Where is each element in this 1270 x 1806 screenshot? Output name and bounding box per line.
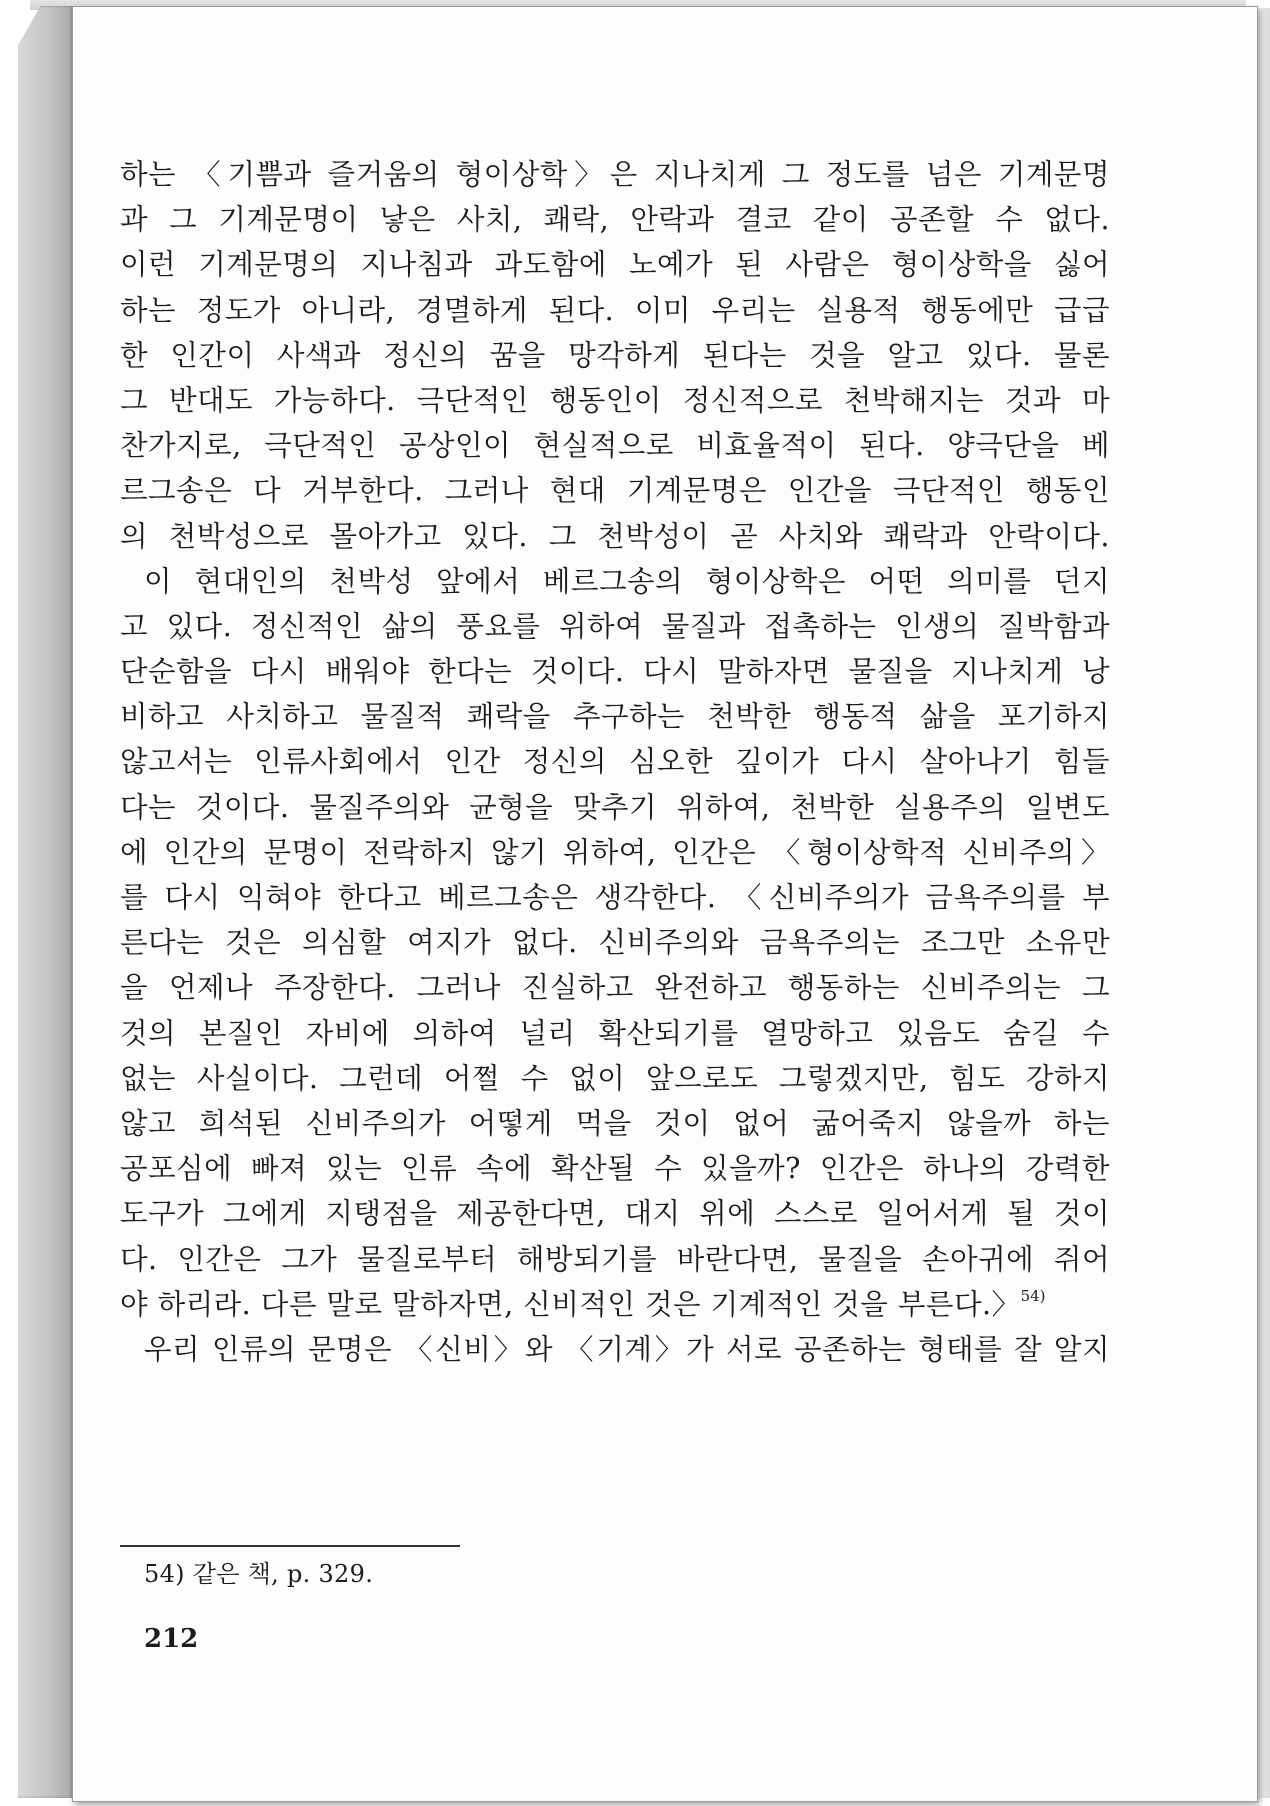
- text-line: 다. 인간은 그가 물질로부터 해방되기를 바란다면, 물질을 손아귀에 쥐어: [120, 1242, 1110, 1276]
- text-line: 에 인간의 문명이 전락하지 않기 위하여, 인간은 〈형이상학적 신비주의〉: [120, 835, 1110, 869]
- footnote-divider: [120, 1545, 460, 1547]
- page-number: 212: [144, 1624, 199, 1654]
- text-line: 그 반대도 가능하다. 극단적인 행동인이 정신적으로 천박해지는 것과 마: [120, 383, 1110, 417]
- text-line: 른다는 것은 의심할 여지가 없다. 신비주의와 금욕주의는 조그만 소유만: [120, 926, 1110, 960]
- text-line: 이 현대인의 천박성 앞에서 베르그송의 형이상학은 어떤 의미를 던지: [144, 564, 1110, 598]
- text-line: 비하고 사치하고 물질적 쾌락을 추구하는 천박한 행동적 삶을 포기하지: [120, 700, 1110, 734]
- text-line: 을 언제나 주장한다. 그러나 진실하고 완전하고 행동하는 신비주의는 그: [120, 971, 1110, 1005]
- text-line: 것의 본질인 자비에 의하여 널리 확산되기를 열망하고 있음도 숨길 수: [120, 1016, 1110, 1050]
- text-line: 과 그 기계문명이 낳은 사치, 쾌락, 안락과 결코 같이 공존할 수 없다.: [120, 203, 1110, 237]
- text-line-with-footnote-ref: [120, 1282, 1110, 1327]
- text-line: 를 다시 익혀야 한다고 베르그송은 생각한다. 〈신비주의가 금욕주의를 부: [120, 881, 1110, 914]
- text-line: 야 하리라. 다른 말로 말하자면, 신비적인 것은 기계적인 것을 부른다.〉: [120, 1287, 1021, 1321]
- book-spine-edge: [18, 6, 74, 1798]
- footnote-reference: 54): [1020, 1286, 1046, 1305]
- text-line: 공포심에 빠져 있는 인류 속에 확산될 수 있을까? 인간은 하나의 강력한: [120, 1152, 1110, 1186]
- text-line: 다는 것이다. 물질주의와 균형을 맞추기 위하여, 천박한 실용주의 일변도: [120, 790, 1110, 824]
- text-line: 의 천박성으로 몰아가고 있다. 그 천박성이 곧 사치와 쾌락과 안락이다.: [120, 519, 1110, 553]
- text-line: 르그송은 다 거부한다. 그러나 현대 기계문명은 인간을 극단적인 행동인: [120, 474, 1110, 508]
- book-right-edge: [1256, 8, 1270, 1798]
- text-line: 않고서는 인류사회에서 인간 정신의 심오한 깊이가 다시 살아나기 힘들: [120, 745, 1110, 779]
- text-line: 찬가지로, 극단적인 공상인이 현실적으로 비효율적이 된다. 양극단을 베: [120, 429, 1110, 463]
- text-line: 한 인간이 사색과 정신의 꿈을 망각하게 된다는 것을 알고 있다. 물론: [120, 338, 1110, 372]
- text-line: 도구가 그에게 지탱점을 제공한다면, 대지 위에 스스로 일어서게 될 것이: [120, 1197, 1110, 1231]
- text-line: 단순함을 다시 배워야 한다는 것이다. 다시 말하자면 물질을 지나치게 낭: [120, 655, 1110, 689]
- text-line: 하는 정도가 아니라, 경멸하게 된다. 이미 우리는 실용적 행동에만 급급: [120, 293, 1110, 327]
- text-line: 않고 희석된 신비주의가 어떻게 먹을 것이 없어 굶어죽지 않을까 하는: [120, 1106, 1110, 1140]
- text-line: 없는 사실이다. 그런데 어쩔 수 없이 앞으로도 그렇겠지만, 힘도 강하지: [120, 1061, 1110, 1095]
- text-line: 우리 인류의 문명은 〈신비〉와 〈기계〉가 서로 공존하는 형태를 잘 알지: [144, 1332, 1110, 1366]
- text-line: 고 있다. 정신적인 삶의 풍요를 위하여 물질과 접촉하는 인생의 질박함과: [120, 609, 1110, 643]
- text-line: 이런 기계문명의 지나침과 과도함에 노예가 된 사람은 형이상학을 싫어: [120, 248, 1110, 282]
- footnote: 54) 같은 책, p. 329.: [144, 1560, 374, 1588]
- body-text: [120, 152, 1110, 1372]
- text-line: 하는 〈기쁨과 즐거움의 형이상학〉은 지나치게 그 정도를 넘은 기계문명: [120, 158, 1110, 191]
